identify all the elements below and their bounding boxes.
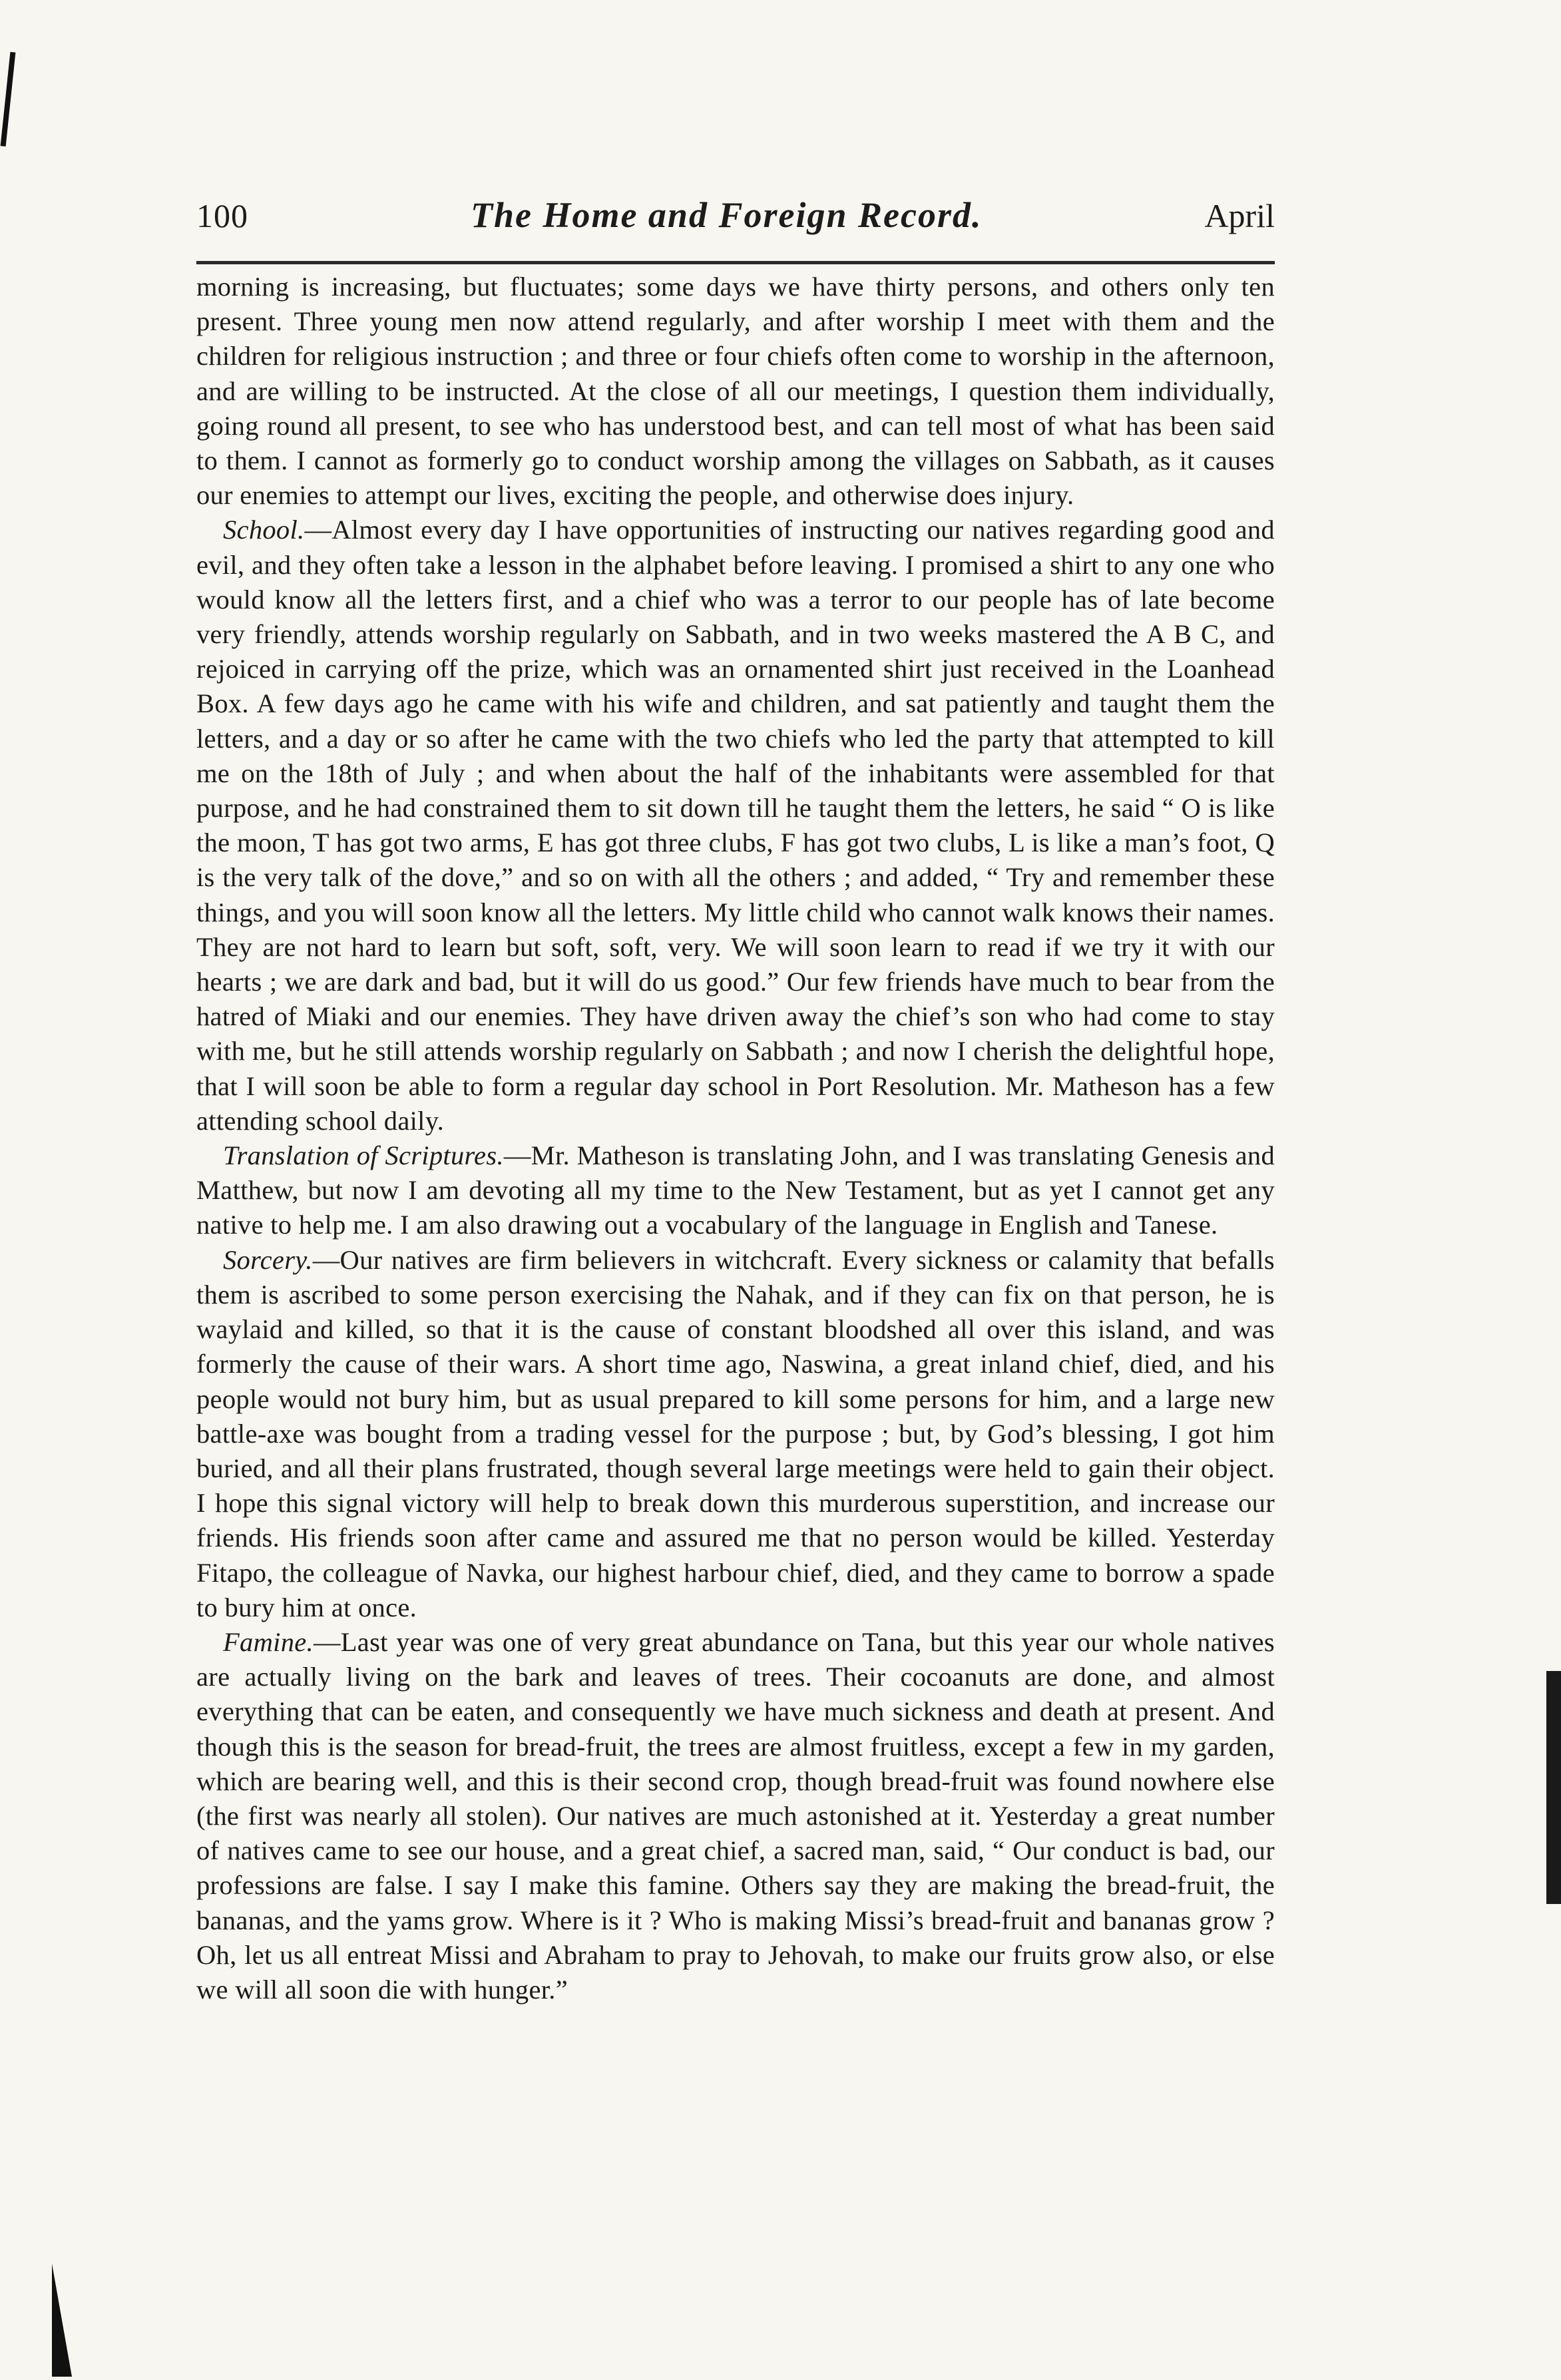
paragraph-text: —Almost every day I have opportunities of instructing our natives regarding good and evil, and they often take a lesson in the alphabet before leaving. I promised a shirt to any one who would know all the letters first, and a chief who was a terror to our people has of late become very friendly, attends worship regularly on Sabbath, and in two weeks mastered the A B C, and rejoiced in carrying off the prize, which was an ornamented shirt just received in the Loanhead Box. A few days ago he came with his wife and children, and sat patiently and taught them the letters, and a day or so after he came with the two chiefs who led the party that attempted to kill me on the 18th of July ; and when about the half of the inhabitants were assembled for that purpose, and he had constrained them to sit down till he taught them the letters, he said “ O is like the moon, T has got two arms, E has got three clubs, F has got two clubs, L is like a man’s foot, Q is the very talk of the dove,” and so on with all the others ; and added, “ Try and remember these things, and you will soon know all the letters. My little child who cannot walk knows their names. They are not hard to learn but soft, soft, very. We will soon learn to read if we try it with our hearts ; we are dark and bad, but it will do us good.” Our few friends have much to bear from the hatred of Miaki and our enemies. They have driven away the chief’s son who had come to stay with me, but he still attends worship regularly on Sabbath ; and now I cherish the delightful hope, that I will soon be able to form a regular day school in Port Resolution. Mr. Matheson has a few attending school daily. [196, 515, 1275, 1136]
paragraph-text: —Mr. Matheson is translating John, and I was translating Genesis and Matthew, but now I am devoting all my time to the New Testament, but as yet I cannot get any native to help me. I am also drawing out a vocabulary of the language in English and Tanese. [196, 1140, 1275, 1240]
paragraph-text: —Last year was one of very great abundance on Tana, but this year our whole natives are actually living on the bark and leaves of trees. Their cocoanuts are done, and almost everything that can be eaten, and consequently we have much sickness and death at present. And though this is the season for bread-fruit, the trees are almost fruitless, except a few in my garden, which are bearing well, and this is their second crop, though bread-fruit was found nowhere else (the first was nearly all stolen). Our natives are much astonished at it. Yesterday a great number of natives came to see our house, and a great chief, a sacred man, said, “ Our conduct is bad, our professions are false. I say I make this famine. Others say they are making the bread-fruit, the bananas, and the yams grow. Where is it ? Who is making Missi’s bread-fruit and bananas grow ? Oh, let us all entreat Missi and Abraham to pray to Jehovah, to make our fruits grow also, or else we will all soon die with hunger.” [196, 1626, 1275, 2005]
scan-mark-bottom [52, 2263, 100, 2377]
article-body [196, 270, 1275, 2007]
paragraph-intro [196, 270, 1275, 513]
paragraph-lead: Sorcery. [223, 1244, 313, 1275]
page-number: 100 [196, 197, 248, 234]
paragraph-lead: Famine. [223, 1626, 314, 1657]
paragraph-school [196, 513, 1275, 1138]
scan-mark-right-edge [1546, 1671, 1561, 1904]
journal-title: The Home and Foreign Record. [470, 195, 983, 235]
paragraph-text: —Our natives are firm believers in witchcraft. Every sickness or calamity that befalls them is ascribed to some person exercising the Nahak, and if they can fix on that person, he is waylaid and killed, so that it is the cause of constant bloodshed all over this island, and was formerly the cause of their wars. A short time ago, Naswina, a great inland chief, died, and his people would not bury him, but as usual prepared to kill some persons for him, and a large new battle-axe was bought from a trading vessel for the purpose ; but, by God’s blessing, I got him buried, and all their plans frustrated, though several large meetings were held to gain their object. I hope this signal victory will help to break down this murderous superstition, and increase our friends. His friends soon after came and assured me that no person would be killed. Yesterday Fitapo, the colleague of Navka, our highest harbour chief, died, and they came to borrow a spade to bury him at once. [196, 1244, 1275, 1622]
header-rule [196, 261, 1275, 264]
paragraph-translation [196, 1138, 1275, 1243]
running-header [196, 194, 1275, 254]
paragraph-famine [196, 1625, 1275, 2007]
paragraph-lead: Translation of Scriptures. [223, 1140, 504, 1171]
paragraph-sorcery [196, 1243, 1275, 1625]
scan-mark-top [1, 52, 16, 146]
paragraph-lead: School. [223, 515, 305, 545]
issue-month: April [1204, 197, 1275, 234]
paragraph-text: morning is increasing, but fluctuates; some days we have thirty persons, and others only ten present. Three young men now attend regularly, and after worship I meet with them and the children for religious instruction ; and three or four chiefs often come to worship in the afternoon, and are willing to be instructed. At the close of all our meetings, I question them individually, going round all present, to see who has understood best, and can tell most of what has been said to them. I cannot as formerly go to conduct worship among the villages on Sabbath, as it causes our enemies to attempt our lives, exciting the people, and otherwise does injury. [196, 272, 1275, 511]
